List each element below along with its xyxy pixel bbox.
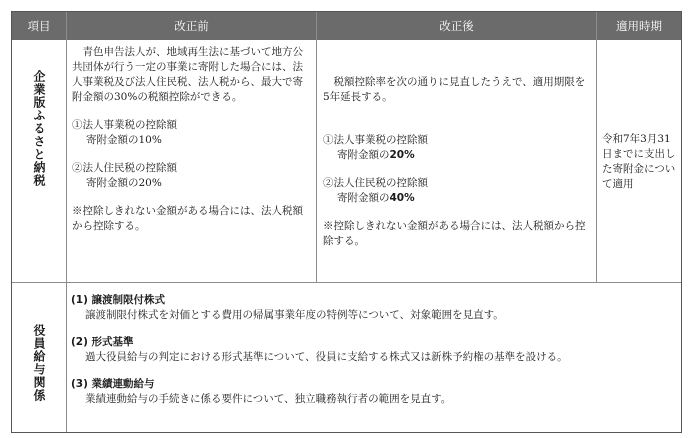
- after-item1-rate: 20%: [389, 149, 415, 161]
- col-divider: [316, 12, 317, 282]
- col-divider: [596, 12, 597, 282]
- before-item2-value: 寄附金額の20%: [86, 177, 162, 189]
- before-item1-title: ①法人事業税の控除額: [72, 119, 177, 131]
- after-item2-rate: 40%: [389, 192, 415, 204]
- before-intro: 青色申告法人が、地域再生法に基づいて地方公共団体が行う一定の事業に寄附した場合には、法人事業税及び法人住民税、法人税から、最大で寄附金額の30%の税額控除ができる。: [72, 46, 303, 103]
- after-item1-value: 寄附金額の20%: [337, 149, 415, 161]
- before-note: ※控除しきれない金額がある場合には、法人税額から控除する。: [72, 205, 303, 232]
- after-item2-title: ②法人住民税の控除額: [323, 177, 428, 189]
- row-divider: [12, 282, 681, 283]
- officer-item3-body: 業績連動給与の手続きに係る要件について、独立職務執行者の範囲を見直す。: [85, 393, 452, 405]
- after-item1-title: ①法人事業税の控除額: [323, 134, 428, 146]
- officer-item2-body: 過大役員給与の判定における形式基準について、役員に支給する株式又は新株予約権の基準を設ける。: [85, 351, 568, 363]
- officer-item1-body: 譲渡制限付株式を対価とする費用の帰属事業年度の特例等について、対象範囲を見直す。: [85, 309, 504, 321]
- after-item2-value: 寄附金額の40%: [337, 192, 415, 204]
- row-label-furusato: 企業版ふるさと納税: [32, 70, 46, 187]
- after-intro: 税額控除率を次の通りに見直したうえで、適用期限を5年延長する。: [323, 76, 586, 103]
- header-item: 項目: [12, 12, 66, 40]
- period-cell: [602, 132, 676, 192]
- officer-item1-title: (1) 譲渡制限付株式: [71, 294, 166, 306]
- col-divider: [66, 12, 67, 432]
- officer-item2-title: (2) 形式基準: [71, 336, 134, 348]
- row-label-officer-pay: 役員給与関係: [32, 324, 46, 402]
- period-text: 令和7年3月31日までに支出した寄附金について適用: [602, 133, 676, 190]
- tax-reform-table: [11, 11, 682, 433]
- before-item2-title: ②法人住民税の控除額: [72, 162, 177, 174]
- header-after: 改正後: [317, 12, 596, 40]
- after-cell: [323, 75, 590, 249]
- header-before: 改正前: [67, 12, 316, 40]
- officer-item3-title: (3) 業績連動給与: [71, 378, 155, 390]
- before-item1-value: 寄附金額の10%: [86, 134, 162, 146]
- officer-pay-cell: [71, 293, 676, 407]
- header-period: 適用時期: [597, 12, 681, 40]
- before-cell: [72, 45, 310, 234]
- after-note: ※控除しきれない金額がある場合には、法人税額から控除する。: [323, 220, 586, 247]
